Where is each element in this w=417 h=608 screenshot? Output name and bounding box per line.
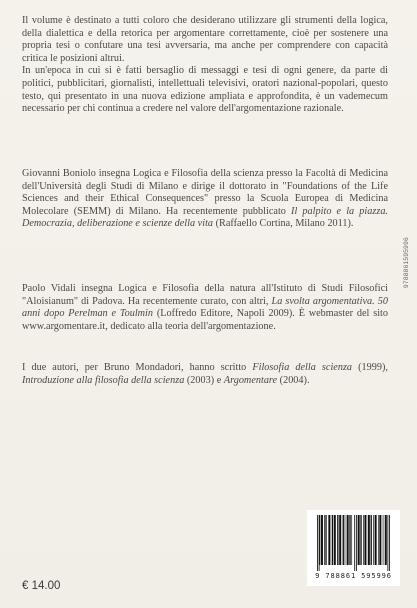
barcode-bar	[360, 515, 361, 565]
barcode-digits: 9 788861 595996	[315, 572, 392, 580]
barcode-bar	[343, 515, 344, 565]
blurb-paragraph-2: In un'epoca in cui si è fatti bersaglio di messaggi e tesi di ogni genere, da parte di politici, pubblicitari, giornalisti, intellettuali televisivi, oratori nazional-popolari, questo testo, qui presentato in una nuova edizione ampliata e approfondita, è un vademecum necessario per chi continua a credere nel valore dell'argomentazione razionale.	[22, 65, 388, 115]
barcode-bar	[351, 515, 352, 565]
barcode-bar	[371, 515, 372, 565]
barcode-bar	[379, 515, 381, 565]
barcode-bar	[319, 515, 320, 571]
bio-vidali-paragraph	[22, 283, 388, 333]
barcode-bar	[349, 515, 350, 565]
author-bio-boniolo	[22, 168, 388, 231]
barcode-bar	[363, 515, 364, 565]
barcode-bar	[345, 515, 346, 565]
bio-vidali-book-title: La svolta argomentativa. 50 anni dopo Perelman e Toulmin	[22, 295, 388, 320]
barcode-bar	[358, 515, 360, 565]
barcode-bar	[356, 515, 357, 571]
barcode-bar	[332, 515, 333, 565]
barcode-bar	[375, 515, 377, 565]
barcode-bars	[311, 515, 396, 571]
barcode-bar	[321, 515, 323, 565]
bio-boniolo-book-title: Il palpito e la piazza. Democrazia, deliberazione e scienze della vita	[22, 205, 388, 230]
barcode-bar	[320, 515, 321, 565]
authors-note-title-2: Introduzione alla filosofia della scienza	[22, 374, 185, 386]
barcode-bar	[317, 515, 318, 571]
barcode-bar	[334, 515, 336, 565]
barcode-bar	[387, 515, 388, 571]
barcode-bar	[328, 515, 330, 565]
side-isbn-code: 9788861595996	[403, 237, 410, 288]
barcode-bar	[389, 515, 390, 571]
authors-note-mid-2: (2003) e	[186, 374, 222, 386]
bio-vidali-tail: (Loffredo Editore, Napoli 2009). È webmaster del sito www.argomentare.it, dedicato alla teoria dell'argomentazione.	[22, 308, 389, 332]
bio-boniolo-paragraph	[22, 168, 388, 231]
barcode-bar	[385, 515, 387, 565]
authors-note	[22, 362, 388, 387]
bio-boniolo-tail: (Raffaello Cortina, Milano 2011).	[215, 218, 354, 230]
authors-note-paragraph	[22, 362, 388, 387]
barcode-bar	[324, 515, 325, 565]
authors-note-text: I due autori, per Bruno Mondadori, hanno scritto	[22, 362, 247, 373]
barcode-bar	[339, 515, 341, 565]
barcode	[307, 510, 400, 586]
barcode-bar	[337, 515, 338, 565]
blurb-paragraph-1: Il volume è destinato a tutti coloro che desiderano utilizzare gli strumenti della logica, della dialettica e della retorica per argomentare correttamente, cioè per sostenere una propria tesi o confutare una tesi avversaria, ma anche per comprendere con capacità critica le posizioni altrui.	[22, 15, 388, 64]
bio-vidali-text: Paolo Vidali insegna Logica e Filosofia della natura all'Istituto di Studi Filosofici "Aloisianum" di Padova. Ha recentemente curato, con altri,	[22, 283, 388, 307]
price-label: € 14.00	[22, 580, 61, 592]
barcode-bar	[368, 515, 370, 565]
authors-note-tail: (2004).	[279, 374, 310, 386]
barcode-bar	[364, 515, 366, 565]
blurb	[22, 15, 388, 116]
barcode-bar	[354, 515, 355, 571]
bio-boniolo-text: Giovanni Boniolo insegna Logica e Filosofia della scienza presso la Facoltà di Medicina dell'Università degli Studi di Milano e dirige il dottorato in "Foundations of the Life Sciences and their Ethical Consequences" presso la Scuola Europea di Medicina Molecolare (SEMM) di Milano. Ha recentemente pubblicato	[22, 168, 388, 217]
authors-note-title-1: Filosofia della scienza	[252, 362, 353, 373]
authors-note-title-3: Argomentare	[223, 374, 278, 386]
authors-note-mid-1: (1999),	[358, 362, 388, 373]
barcode-bar	[347, 515, 349, 565]
barcode-bar	[326, 515, 327, 565]
barcode-bar	[378, 515, 379, 565]
barcode-bar	[373, 515, 374, 565]
barcode-bar	[383, 515, 384, 565]
author-bio-vidali	[22, 283, 388, 333]
